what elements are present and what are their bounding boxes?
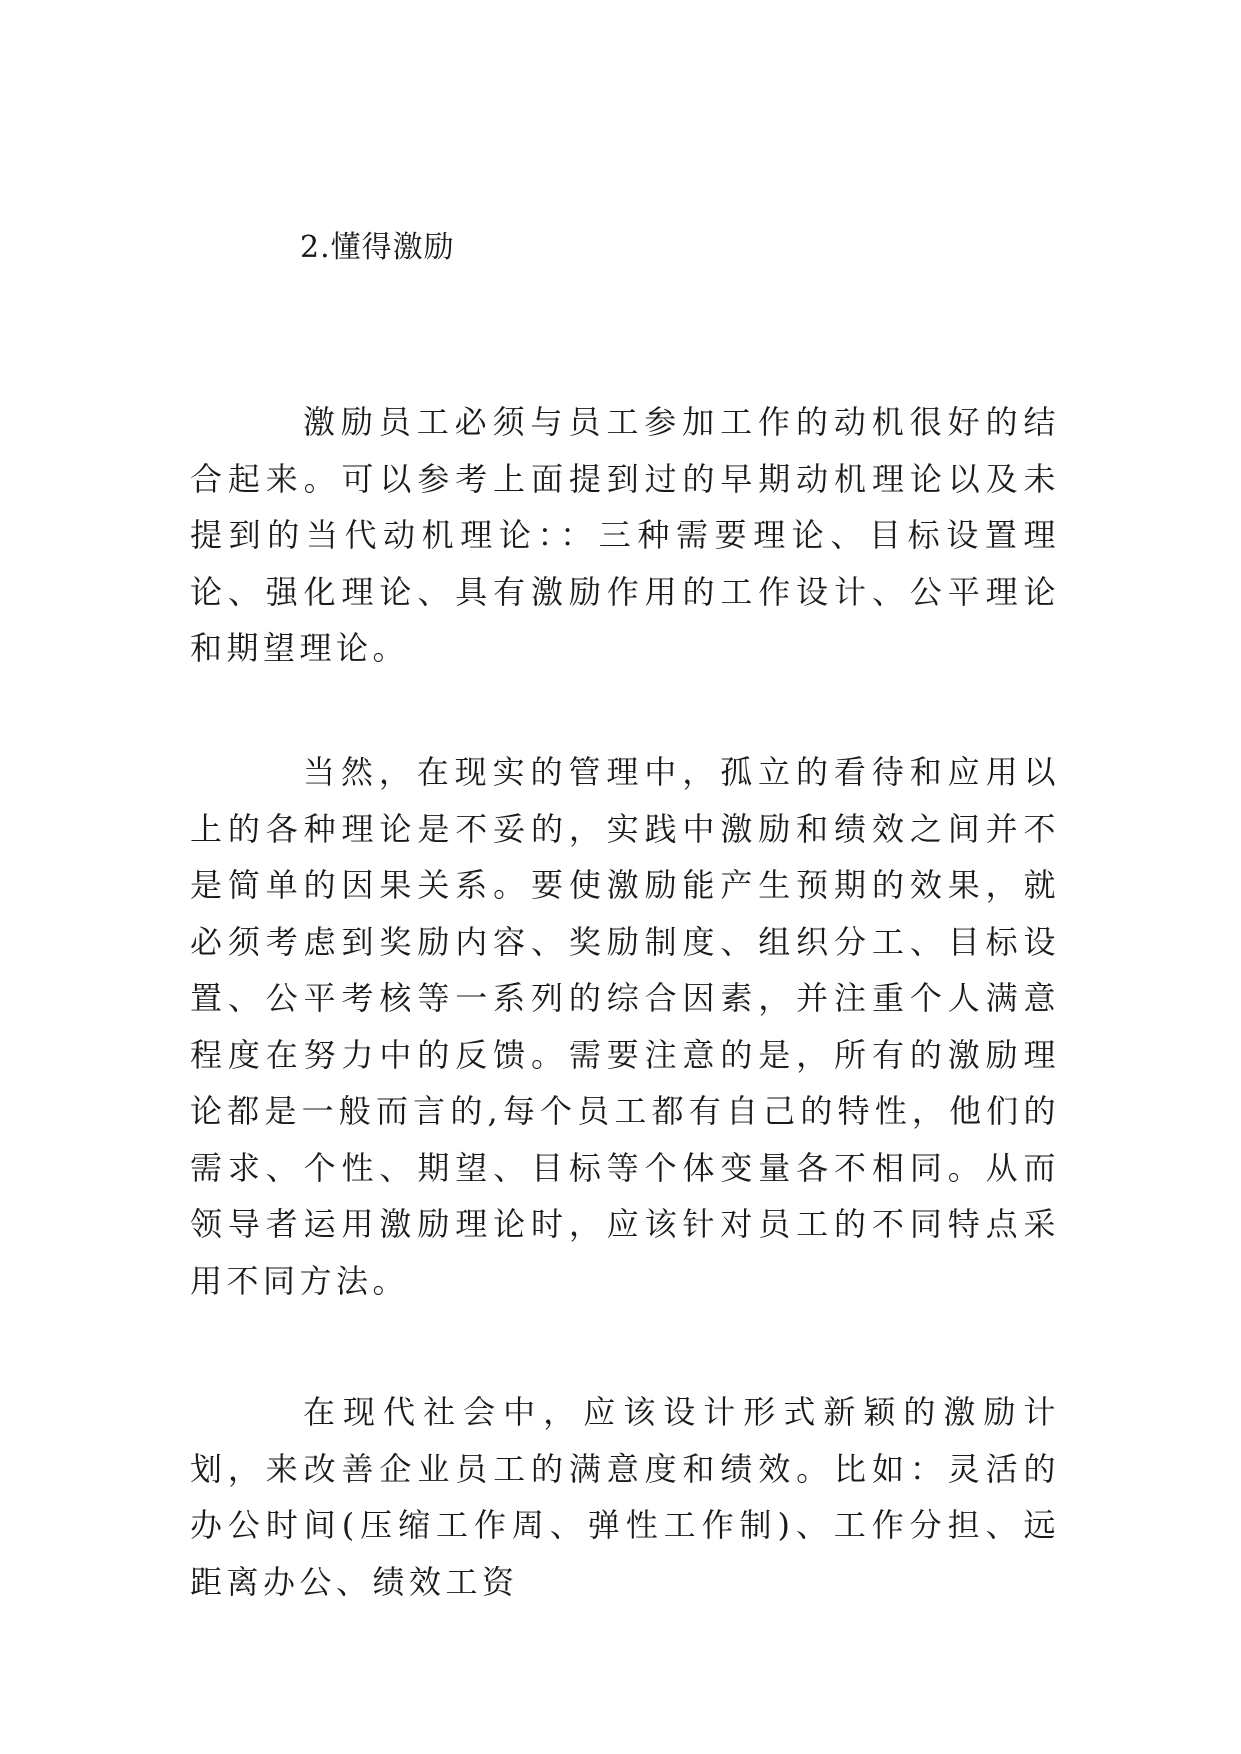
paragraph-practical-management: 当然，在现实的管理中，孤立的看待和应用以上的各种理论是不妥的，实践中激励和绩效之间并不是简单的因果关系。要使激励能产生预期的效果，就必须考虑到奖励内容、奖励制度、组织分工、目标设置、公平考核等一系列的综合因素，并注重个人满意程度在努力中的反馈。需要注意的是，所有的激励理论都是一般而言的,每个员工都有自己的特性，他们的需求、个性、期望、目标等个体变量各不相同。从而领导者运用激励理论时，应该针对员工的不同特点采用不同方法。 [190,753,1060,1300]
paragraph-motivation-theories: 激励员工必须与员工参加工作的动机很好的结合起来。可以参考上面提到过的早期动机理论以及未提到的当代动机理论：：三种需要理论、目标设置理论、强化理论、具有激励作用的工作设计、公平理论和期望理论。 [190,403,1060,667]
paragraph-modern-incentive-plans: 在现代社会中，应该设计形式新颖的激励计划，来改善企业员工的满意度和绩效。比如：灵活的办公时间(压缩工作周、弹性工作制)、工作分担、远距离办公、绩效工资 [190,1393,1060,1601]
section-heading: 2.懂得激励 [300,230,455,265]
